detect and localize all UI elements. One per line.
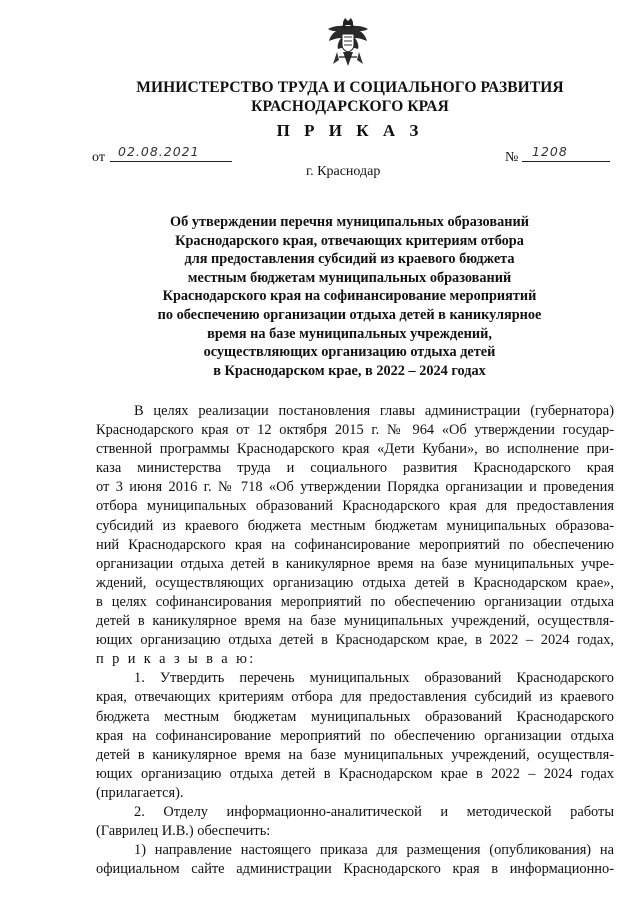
body-line: края, отвечающих критериям отбора для предоставления субсидий из краевого [96,689,614,706]
handwritten-number: 1208 [522,144,610,162]
body-line: 2. Отделу информационно-аналитической и методической работы [134,803,614,820]
number-prefix: № [505,150,519,165]
body-line: организации отдыха детей в каникулярное время на базе муниципальных учре- [96,555,614,572]
body-line: официальном сайте администрации Краснодарского края в информационно- [96,861,614,878]
ministry-line: МИНИСТЕРСТВО ТРУДА И СОЦИАЛЬНОГО РАЗВИТИЯ [136,79,564,96]
body-line: бюджета местным бюджетам муниципальных образований Краснодарского [96,708,614,725]
ministry-name [120,78,580,116]
body-line: 1) направление настоящего приказа для размещения (опубликования) на [134,842,614,859]
ministry-line: КРАСНОДАРСКОГО КРАЯ [251,98,449,115]
handwritten-date: 02.08.2021 [110,144,232,162]
title-line: время на базе муниципальных учреждений, [207,325,492,342]
body-line: детей в каникулярное время на базе муниципальных учреждений, осуществля- [96,746,614,763]
body-line: от 3 июня 2016 г. № 718 «Об утверждении Порядка организации и проведения [96,479,614,496]
body-line: каза министерства труда и социального развития Краснодарского края [96,460,614,477]
body-line: ственной программы Краснодарского края «Дети Кубани», во исполнение при- [96,441,614,458]
krasnodar-coat-of-arms-icon [325,16,371,70]
document-type: П Р И К А З [276,121,424,140]
title-line: в Краснодарском крае, в 2022 – 2024 годах [213,362,486,379]
body-line: субсидий из краевого бюджета местным бюджетам муниципальных образова- [96,517,614,534]
body-line: края на софинансирование мероприятий по обеспечению организации отдыха [96,727,614,744]
city: г. Краснодар [306,164,381,179]
body-line: (Гаврилец И.В.) обеспечить: [96,823,271,840]
title-line: осуществляющих организацию отдыха детей [203,344,496,361]
title-line: местным бюджетам муниципальных образований [187,269,512,286]
order-title [112,213,587,380]
title-line: Об утверждении перечня муниципальных образований [170,214,529,230]
title-line: Краснодарского края на софинансирование мероприятий [162,288,537,305]
body-line: 1. Утвердить перечень муниципальных образований Краснодарского [134,670,614,687]
title-line: Краснодарского края, отвечающих критериям отбора [175,232,524,249]
body-line: отбора муниципальных образований Краснодарского края для предоставления [96,498,614,515]
body-line: детей в каникулярное время на базе муниципальных учреждений, осуществля- [96,613,614,630]
body-line: ющих организацию отдыха детей в Краснодарском крае в 2022 – 2024 годах [96,765,614,782]
title-line: по обеспечению организации отдыха детей в каникулярное [157,306,542,323]
body-line: ний Краснодарского края на софинансирование мероприятий по обеспечению [96,536,614,553]
body-line: ждений, осуществляющих организацию отдыха детей в Краснодарском крае», [96,574,614,591]
body-line-prikazyvayu: п р и к а з ы в а ю: [96,651,256,668]
body-line: ющих организацию отдыха детей в Краснодарском крае, в 2022 – 2024 годах, [96,632,614,649]
body-line: (прилагается). [96,784,184,801]
body-line: Краснодарского края от 12 октября 2015 г. № 964 «Об утверждении государ- [96,422,614,439]
date-prefix: от [92,150,105,165]
order-body [96,402,614,879]
body-line: в целях софинансирования мероприятий по обеспечению организации отдыха [96,593,614,610]
body-line: В целях реализации постановления главы администрации (губернатора) [134,403,614,419]
title-line: для предоставления субсидий из краевого бюджета [184,251,515,268]
